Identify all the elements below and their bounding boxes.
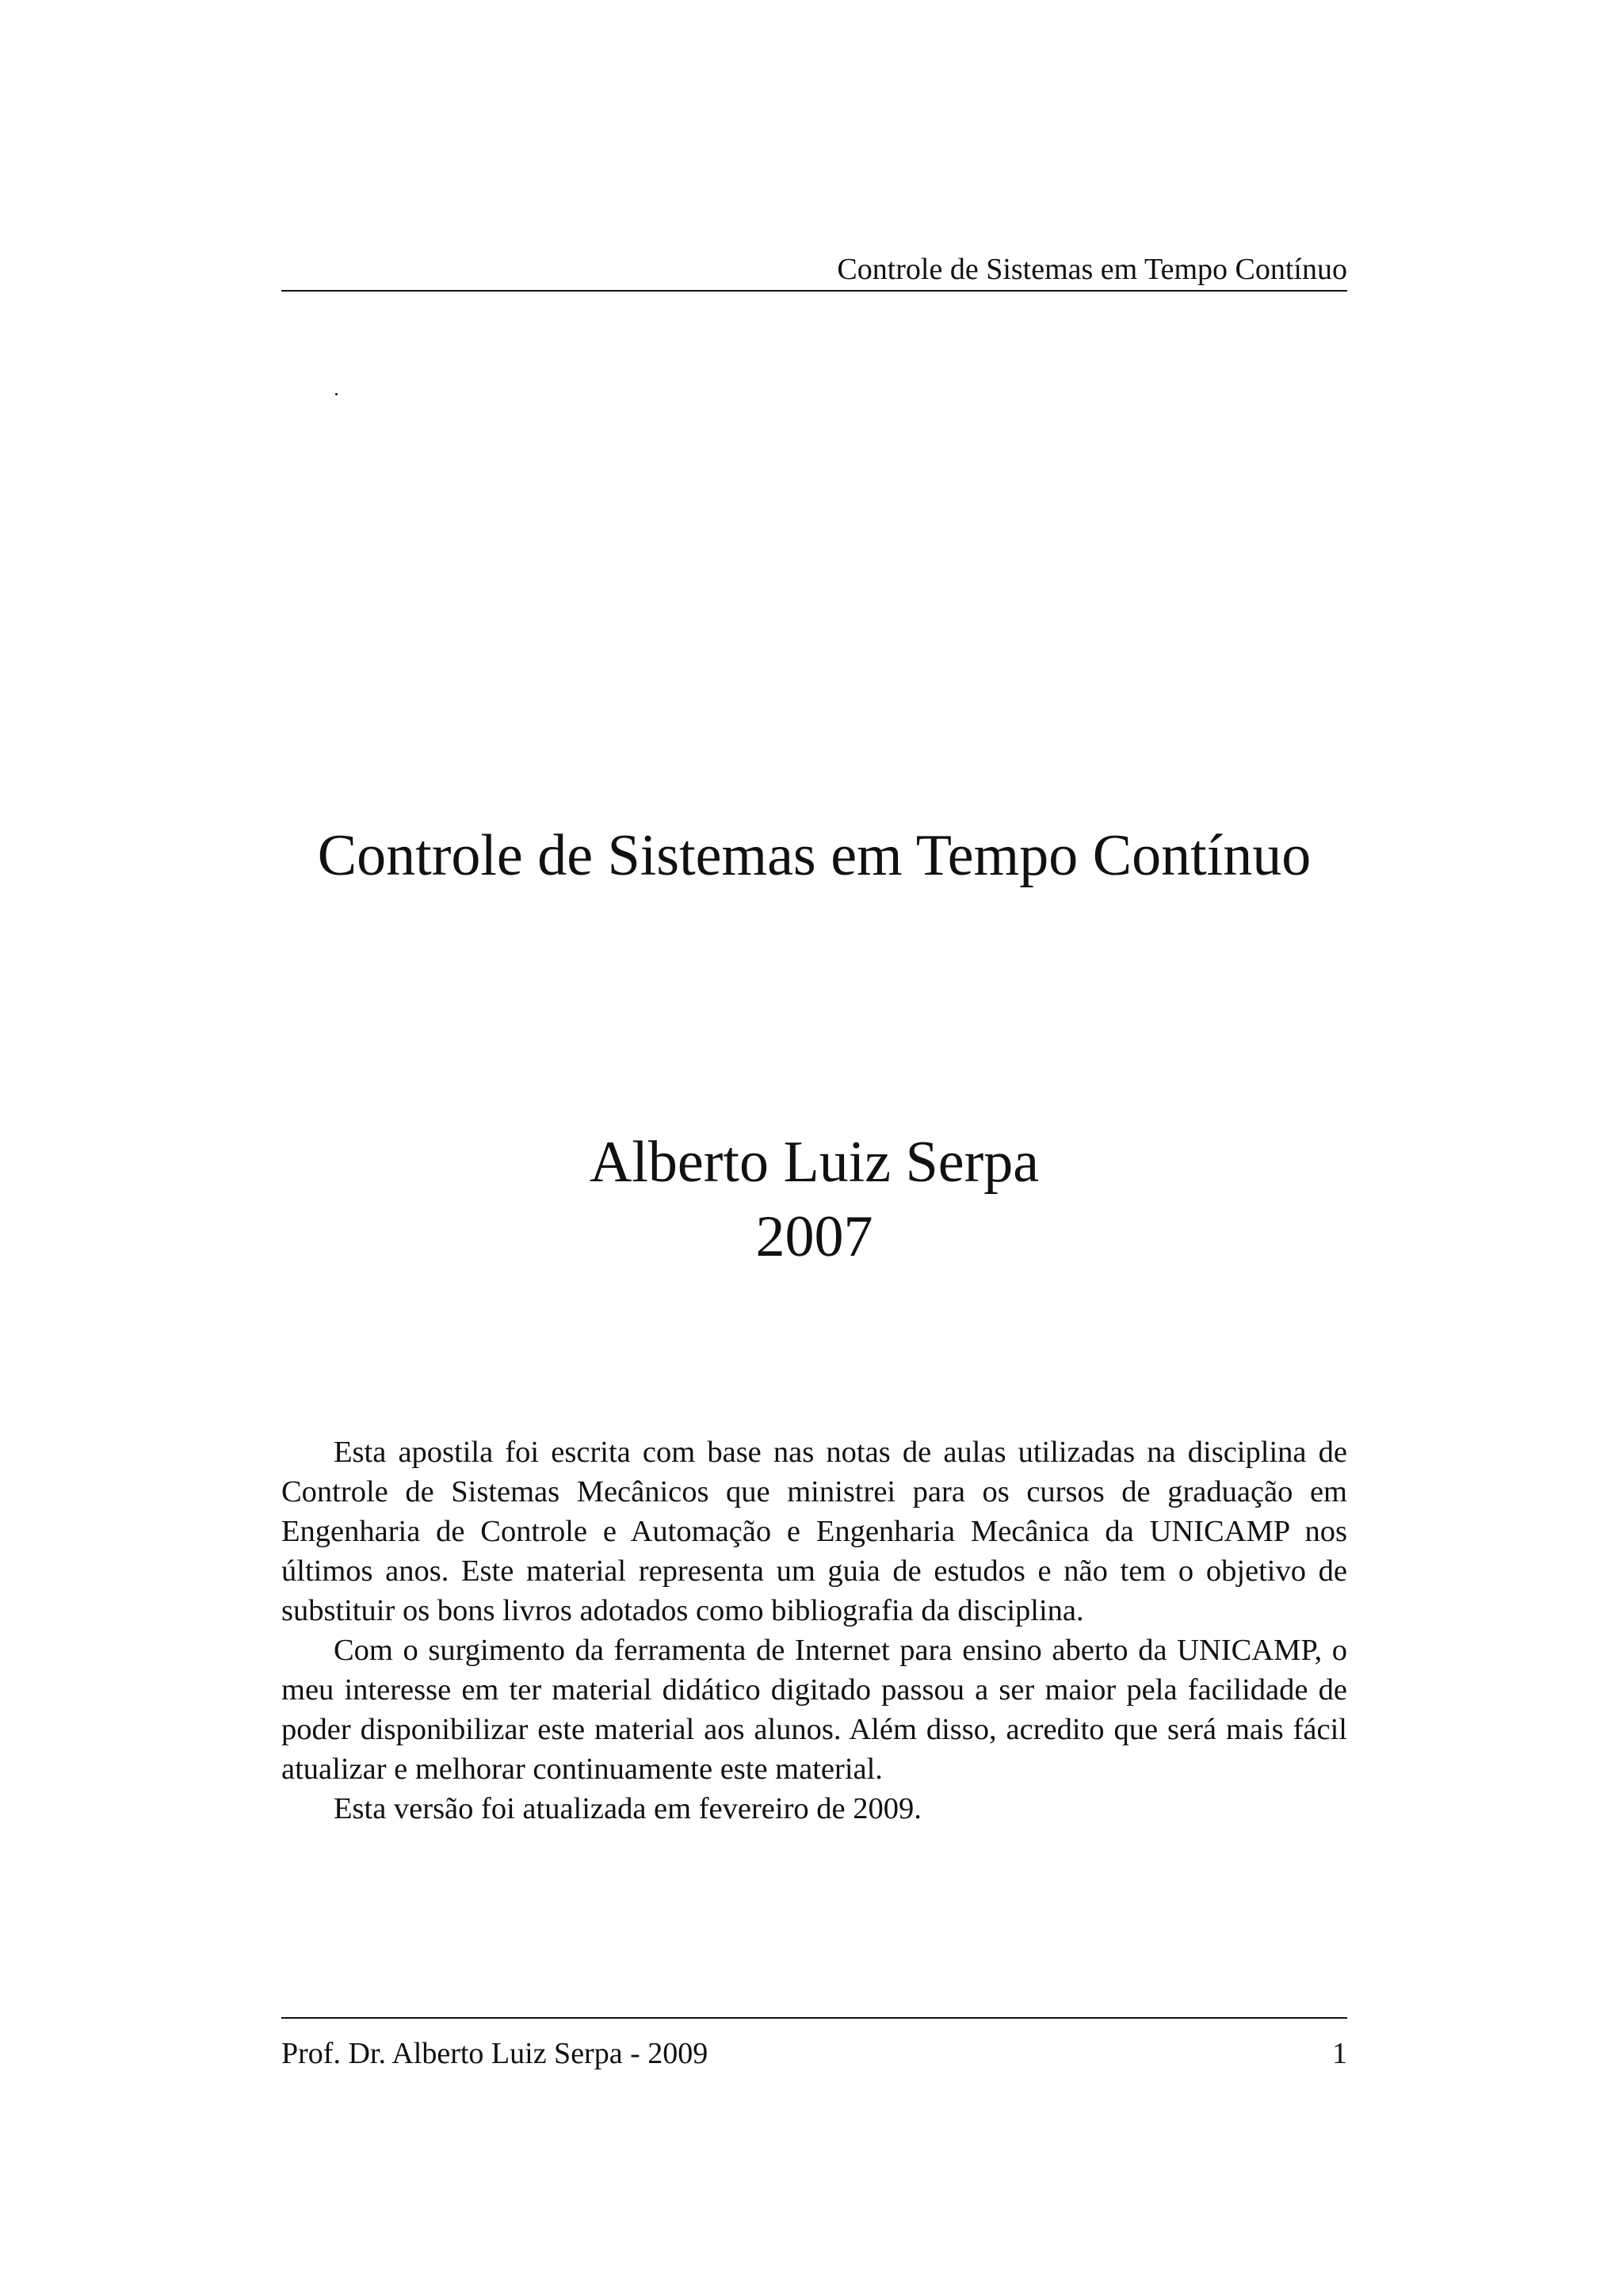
preface-paragraph: Esta versão foi atualizada em fevereiro de 2009. [334, 1792, 922, 1825]
document-title: Controle de Sistemas em Tempo Contínuo [317, 823, 1312, 888]
author-block [281, 1125, 1347, 1274]
author-year: 2007 [755, 1204, 873, 1269]
author-name: Alberto Luiz Serpa [589, 1130, 1040, 1195]
preface-text [281, 1432, 1347, 1829]
header-rule [281, 290, 1347, 292]
footer-author: Prof. Dr. Alberto Luiz Serpa - 2009 [281, 2037, 708, 2070]
preface-paragraph: Com o surgimento da ferramenta de Internet para ensino aberto da UNICAMP, o meu interesse em ter material didático digitado passou a ser maior pela facilidade de poder disponibilizar este material aos alunos. Além disso, acredito que será mais fácil atualizar e melhorar continuamente este material. [281, 1634, 1347, 1786]
running-header: Controle de Sistemas em Tempo Contínuo [837, 253, 1347, 286]
stray-dot [335, 393, 338, 395]
page-number: 1 [1332, 2037, 1347, 2070]
preface-paragraph: Esta apostila foi escrita com base nas notas de aulas utilizadas na disciplina de Controle de Sistemas Mecânicos que ministrei para os cursos de graduação em Engenharia de Controle e Automação e Engenharia Mecânica da UNICAMP nos últimos anos. Este material representa um guia de estudos e não tem o objetivo de substituir os bons livros adotados como bibliografia da disciplina. [281, 1436, 1347, 1627]
footer-rule [281, 2017, 1347, 2019]
